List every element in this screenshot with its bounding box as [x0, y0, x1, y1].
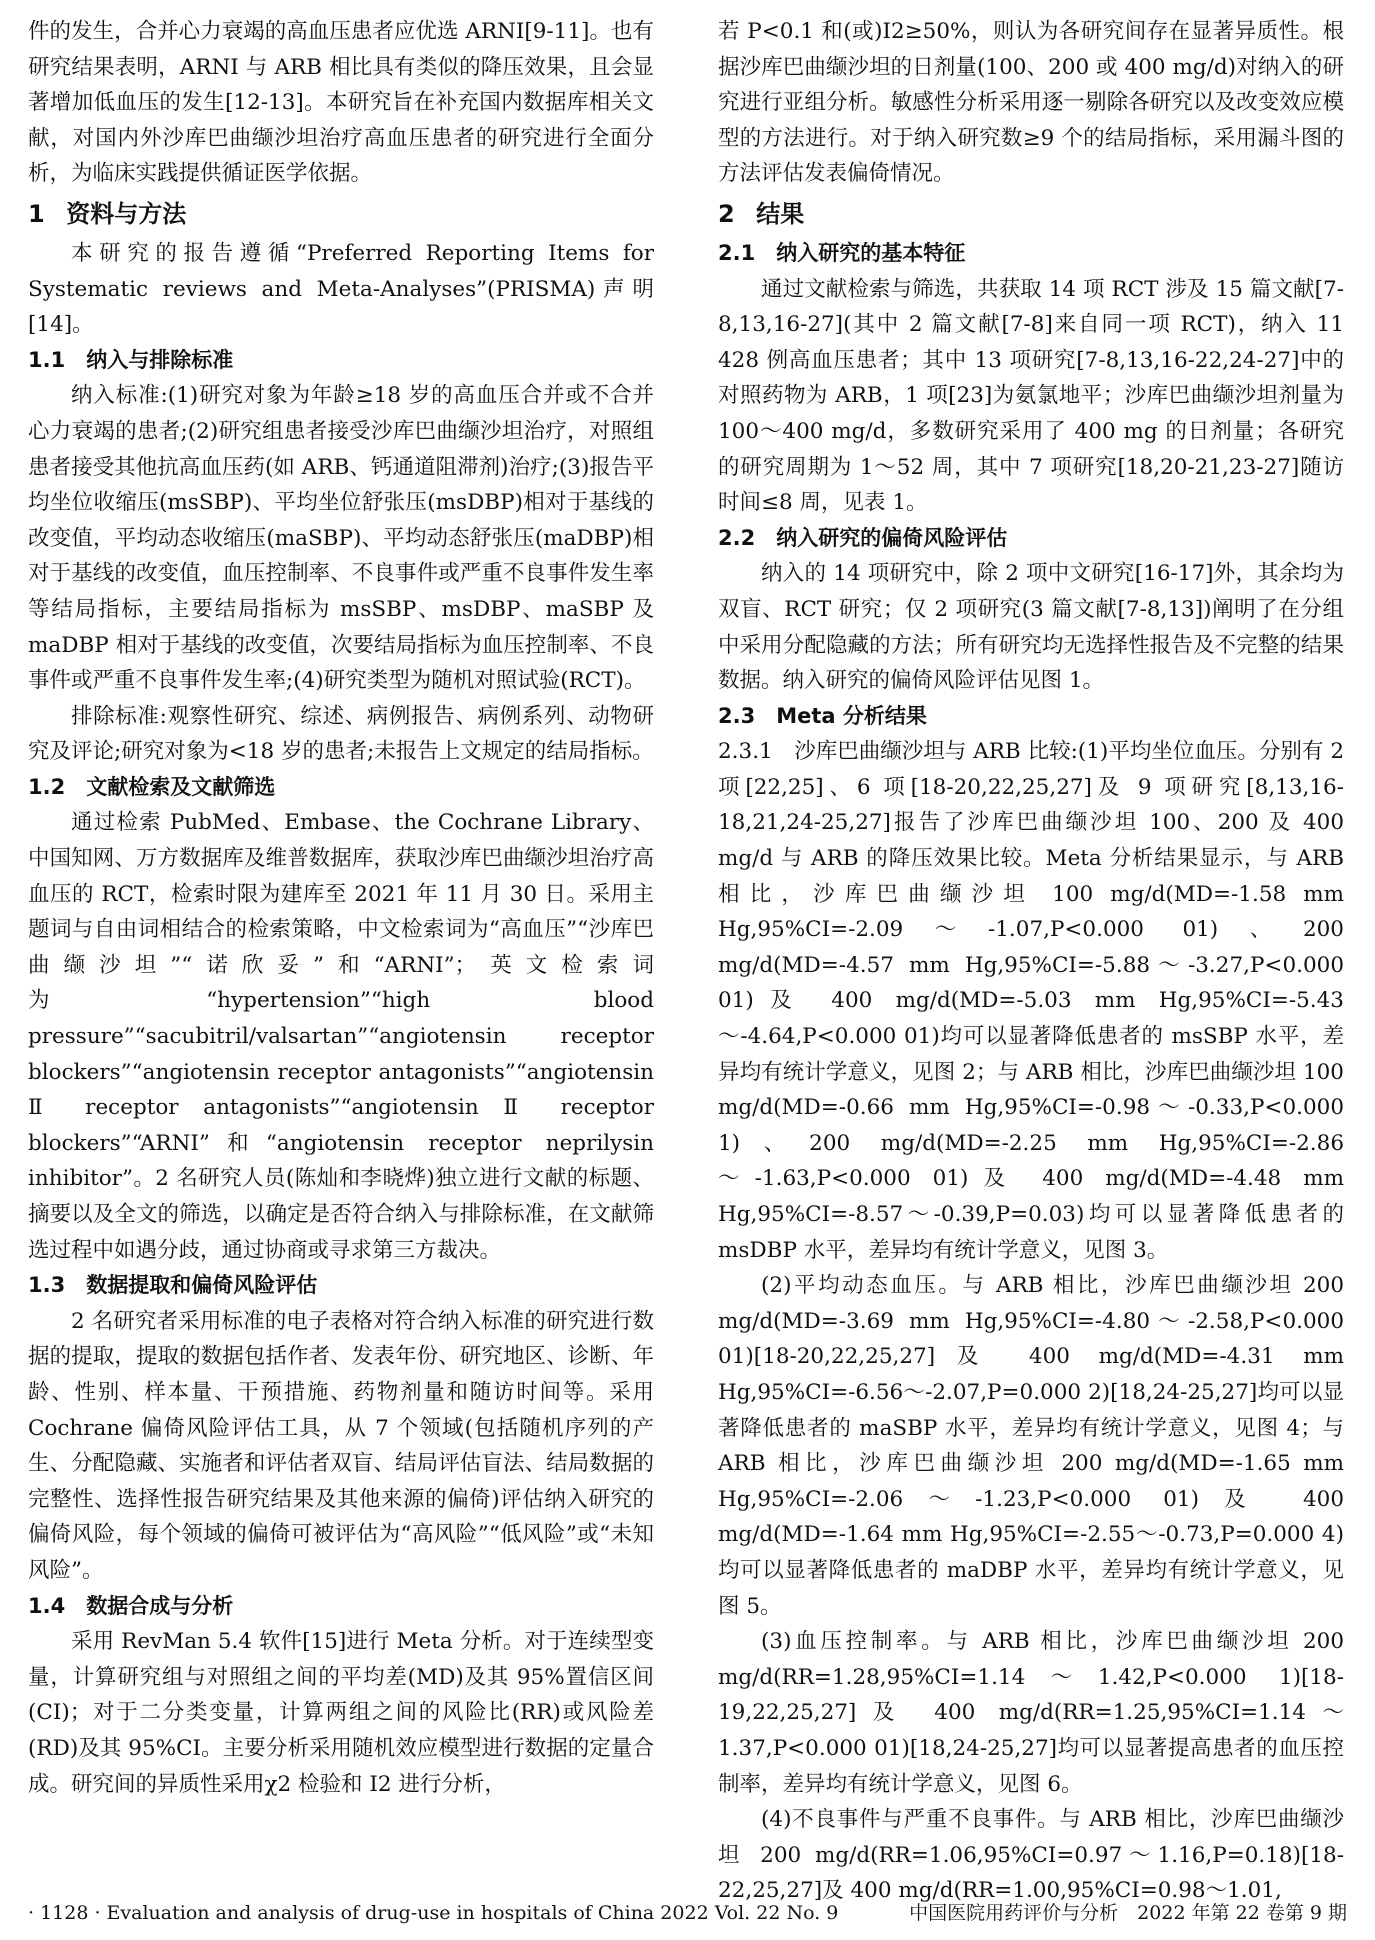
section-2-2-heading: 2.2 纳入研究的偏倚风险评估: [718, 525, 1008, 550]
data-extraction-paragraph: 2 名研究者采用标准的电子表格对符合纳入标准的研究进行数据的提取，提取的数据包括作者、发表年份、研究地区、诊断、年龄、性别、样本量、干预措施、药物剂量和随访时间等。采用 Cochrane 偏倚风险评估工具，从 7 个领域(包括随机序列的产生、分配隐藏、实施者和评估者双盲、结局评估盲法、结局数据的完整性、选择性报告研究结果及其他来源的偏倚)评估纳入研究的偏倚风险，每个领域的偏倚可被评估为“高风险”“低风险”或“未知风险”。: [28, 1308, 654, 1583]
data-synthesis-paragraph: 采用 RevMan 5.4 软件[15]进行 Meta 分析。对于连续型变量，计算研究组与对照组之间的平均差(MD)及其 95%置信区间(CI)；对于二分类变量，计算两组之间的风险比(RR)或风险差(RD)及其 95%CI。主要分析采用随机效应模型进行数据的定量合成。研究间的异质性采用χ2 检验和 I2 进行分析，: [28, 1629, 654, 1797]
bp-control-paragraph: (3)血压控制率。与 ARB 相比，沙库巴曲缬沙坦 200 mg/d(RR=1.28,95%CI=1.14～1.42,P<0.000 1)[18-19,22,25,27]及 400 mg/d(RR=1.25,95%CI=1.14～1.37,P<0.000 01)[18,24-25,27]均可以显著提高患者的血压控制率，差异均有统计学意义，见图 6。: [718, 1629, 1344, 1797]
footer-journal-cn: 中国医院用药评价与分析 2022 年第 22 卷第 9 期: [909, 1902, 1347, 1924]
section-2-1-heading: 2.1 纳入研究的基本特征: [718, 240, 966, 265]
section-2-3-heading: 2.3 Meta 分析结果: [718, 703, 927, 728]
right-column: [718, 14, 1344, 1909]
exclusion-criteria-paragraph: 排除标准:观察性研究、综述、病例报告、病例系列、动物研究及评论;研究对象为<18 岁的患者;未报告上文规定的结局指标。: [28, 703, 654, 765]
prisma-paragraph: 本研究的报告遵循“Preferred Reporting Items for Systematic reviews and Meta-Analyses”(PRISMA)声明[14]。: [28, 240, 654, 338]
ambulatory-bp-paragraph: (2)平均动态血压。与 ARB 相比，沙库巴曲缬沙坦 200 mg/d(MD=-3.69 mm Hg,95%CI=-4.80～-2.58,P<0.000 01)[18-20,22,25,27]及 400 mg/d(MD=-4.31 mm Hg,95%CI=-6.56～-2.07,P=0.000 2)[18,24-25,27]均可以显著降低患者的 maSBP 水平，差异均有统计学意义，见图 4；与 ARB 相比，沙库巴曲缬沙坦 200 mg/d(MD=-1.65 mm Hg,95%CI=-2.06～-1.23,P<0.000 01)及 400 mg/d(MD=-1.64 mm Hg,95%CI=-2.55～-0.73,P=0.000 4)均可以显著降低患者的 maDBP 水平，差异均有统计学意义，见图 5。: [718, 1273, 1344, 1619]
section-2-number: 2: [718, 199, 735, 228]
section-1-3-heading: 1.3 数据提取和偏倚风险评估: [28, 1273, 318, 1298]
study-characteristics-paragraph: 通过文献检索与筛选，共获取 14 项 RCT 涉及 15 篇文献[7-8,13,16-27](其中 2 篇文献[7-8]来自同一项 RCT)，纳入 11 428 例高血压患者；其中 13 项研究[7-8,13,16-22,24-27]中的对照药物为 ARB，1 项[23]为氨氯地平；沙库巴曲缬沙坦剂量为 100～400 mg/d，多数研究采用了 400 mg 的日剂量；各研究的研究周期为 1～52 周，其中 7 项研究[18,20-21,23-27]随访时间≤8 周，见表 1。: [718, 276, 1344, 516]
intro-paragraph: 件的发生，合并心力衰竭的高血压患者应优选 ARNI[9-11]。也有研究结果表明，ARNI 与 ARB 相比具有类似的降压效果，且会显著增加低血压的发生[12-13]。本研究旨在补充国内数据库相关文献，对国内外沙库巴曲缬沙坦治疗高血压患者的研究进行全面分析，为临床实践提供循证医学依据。: [28, 19, 654, 187]
section-1-heading: [28, 194, 654, 234]
bias-risk-paragraph: 纳入的 14 项研究中，除 2 项中文研究[16-17]外，其余均为双盲、RCT 研究；仅 2 项研究(3 篇文献[7-8,13])阐明了在分组中采用分配隐藏的方法；所有研究均无选择性报告及不完整的结果数据。纳入研究的偏倚风险评估见图 1。: [718, 561, 1344, 694]
section-1-2-heading: 1.2 文献检索及文献筛选: [28, 774, 276, 799]
footer-journal-en: · 1128 · Evaluation and analysis of drug-use in hospitals of China 2022 Vol. 22 No. 9: [28, 1902, 839, 1924]
left-column: [28, 14, 654, 1802]
page-footer: [0, 1898, 1375, 1928]
section-2-title: 结果: [756, 199, 805, 228]
section-1-1-heading: 1.1 纳入与排除标准: [28, 347, 234, 372]
section-2-heading: [718, 194, 1344, 234]
literature-search-paragraph: 通过检索 PubMed、Embase、the Cochrane Library、中国知网、万方数据库及维普数据库，获取沙库巴曲缬沙坦治疗高血压的 RCT，检索时限为建库至 2021 年 11 月 30 日。采用主题词与自由词相结合的检索策略，中文检索词为“高血压”“沙库巴曲缬沙坦”“诺欣妥”和“ARNI”；英文检索词为“hypertension”“high blood pressure”“sacubitril/valsartan”“angiotensin receptor blockers”“angiotensin receptor antagonists”“angiotensin Ⅱ receptor antagonists”“angiotensin Ⅱ receptor blockers”“ARNI”和“angiotensin receptor neprilysin inhibitor”。2 名研究人员(陈灿和李晓烨)独立进行文献的标题、摘要以及全文的筛选，以确定是否符合纳入与排除标准，在文献筛选过程中如遇分歧，通过协商或寻求第三方裁决。: [28, 810, 654, 1263]
adverse-events-paragraph: (4)不良事件与严重不良事件。与 ARB 相比，沙库巴曲缬沙坦 200 mg/d(RR=1.06,95%CI=0.97～1.16,P=0.18)[18-22,25,27]及 400 mg/d(RR=1.00,95%CI=0.98～1.01,: [718, 1807, 1344, 1904]
section-1-title: 资料与方法: [66, 199, 187, 228]
heterogeneity-paragraph: 若 P<0.1 和(或)I2≥50%，则认为各研究间存在显著异质性。根据沙库巴曲缬沙坦的日剂量(100、200 或 400 mg/d)对纳入的研究进行亚组分析。敏感性分析采用逐一剔除各研究以及改变效应模型的方法进行。对于纳入研究数≥9 个的结局指标，采用漏斗图的方法评估发表偏倚情况。: [718, 19, 1344, 187]
seated-bp-paragraph: 2.3.1 沙库巴曲缬沙坦与 ARB 比较:(1)平均坐位血压。分别有 2 项[22,25]、6 项[18-20,22,25,27]及 9 项研究[8,13,16-18,21,24-25,27]报告了沙库巴曲缬沙坦 100、200 及 400 mg/d 与 ARB 的降压效果比较。Meta 分析结果显示，与 ARB 相比，沙库巴曲缬沙坦 100 mg/d(MD=-1.58 mm Hg,95%CI=-2.09～-1.07,P<0.000 01)、200 mg/d(MD=-4.57 mm Hg,95%CI=-5.88～-3.27,P<0.000 01)及 400 mg/d(MD=-5.03 mm Hg,95%CI=-5.43～-4.64,P<0.000 01)均可以显著降低患者的 msSBP 水平，差异均有统计学意义，见图 2；与 ARB 相比，沙库巴曲缬沙坦 100 mg/d(MD=-0.66 mm Hg,95%CI=-0.98～-0.33,P<0.000 1)、200 mg/d(MD=-2.25 mm Hg,95%CI=-2.86～-1.63,P<0.000 01)及 400 mg/d(MD=-4.48 mm Hg,95%CI=-8.57～-0.39,P=0.03)均可以显著降低患者的 msDBP 水平，差异均有统计学意义，见图 3。: [718, 739, 1344, 1263]
inclusion-criteria-paragraph: 纳入标准:(1)研究对象为年龄≥18 岁的高血压合并或不合并心力衰竭的患者;(2)研究组患者接受沙库巴曲缬沙坦治疗，对照组患者接受其他抗高血压药(如 ARB、钙通道阻滞剂)治疗;(3)报告平均坐位收缩压(msSBP)、平均坐位舒张压(msDBP)相对于基线的改变值，平均动态收缩压(maSBP)、平均动态舒张压(maDBP)相对于基线的改变值，血压控制率、不良事件或严重不良事件发生率等结局指标，主要结局指标为 msSBP、msDBP、maSBP 及 maDBP 相对于基线的改变值，次要结局指标为血压控制率、不良事件或严重不良事件发生率;(4)研究类型为随机对照试验(RCT)。: [28, 383, 654, 694]
section-1-number: 1: [28, 199, 45, 228]
section-1-4-heading: 1.4 数据合成与分析: [28, 1593, 234, 1618]
